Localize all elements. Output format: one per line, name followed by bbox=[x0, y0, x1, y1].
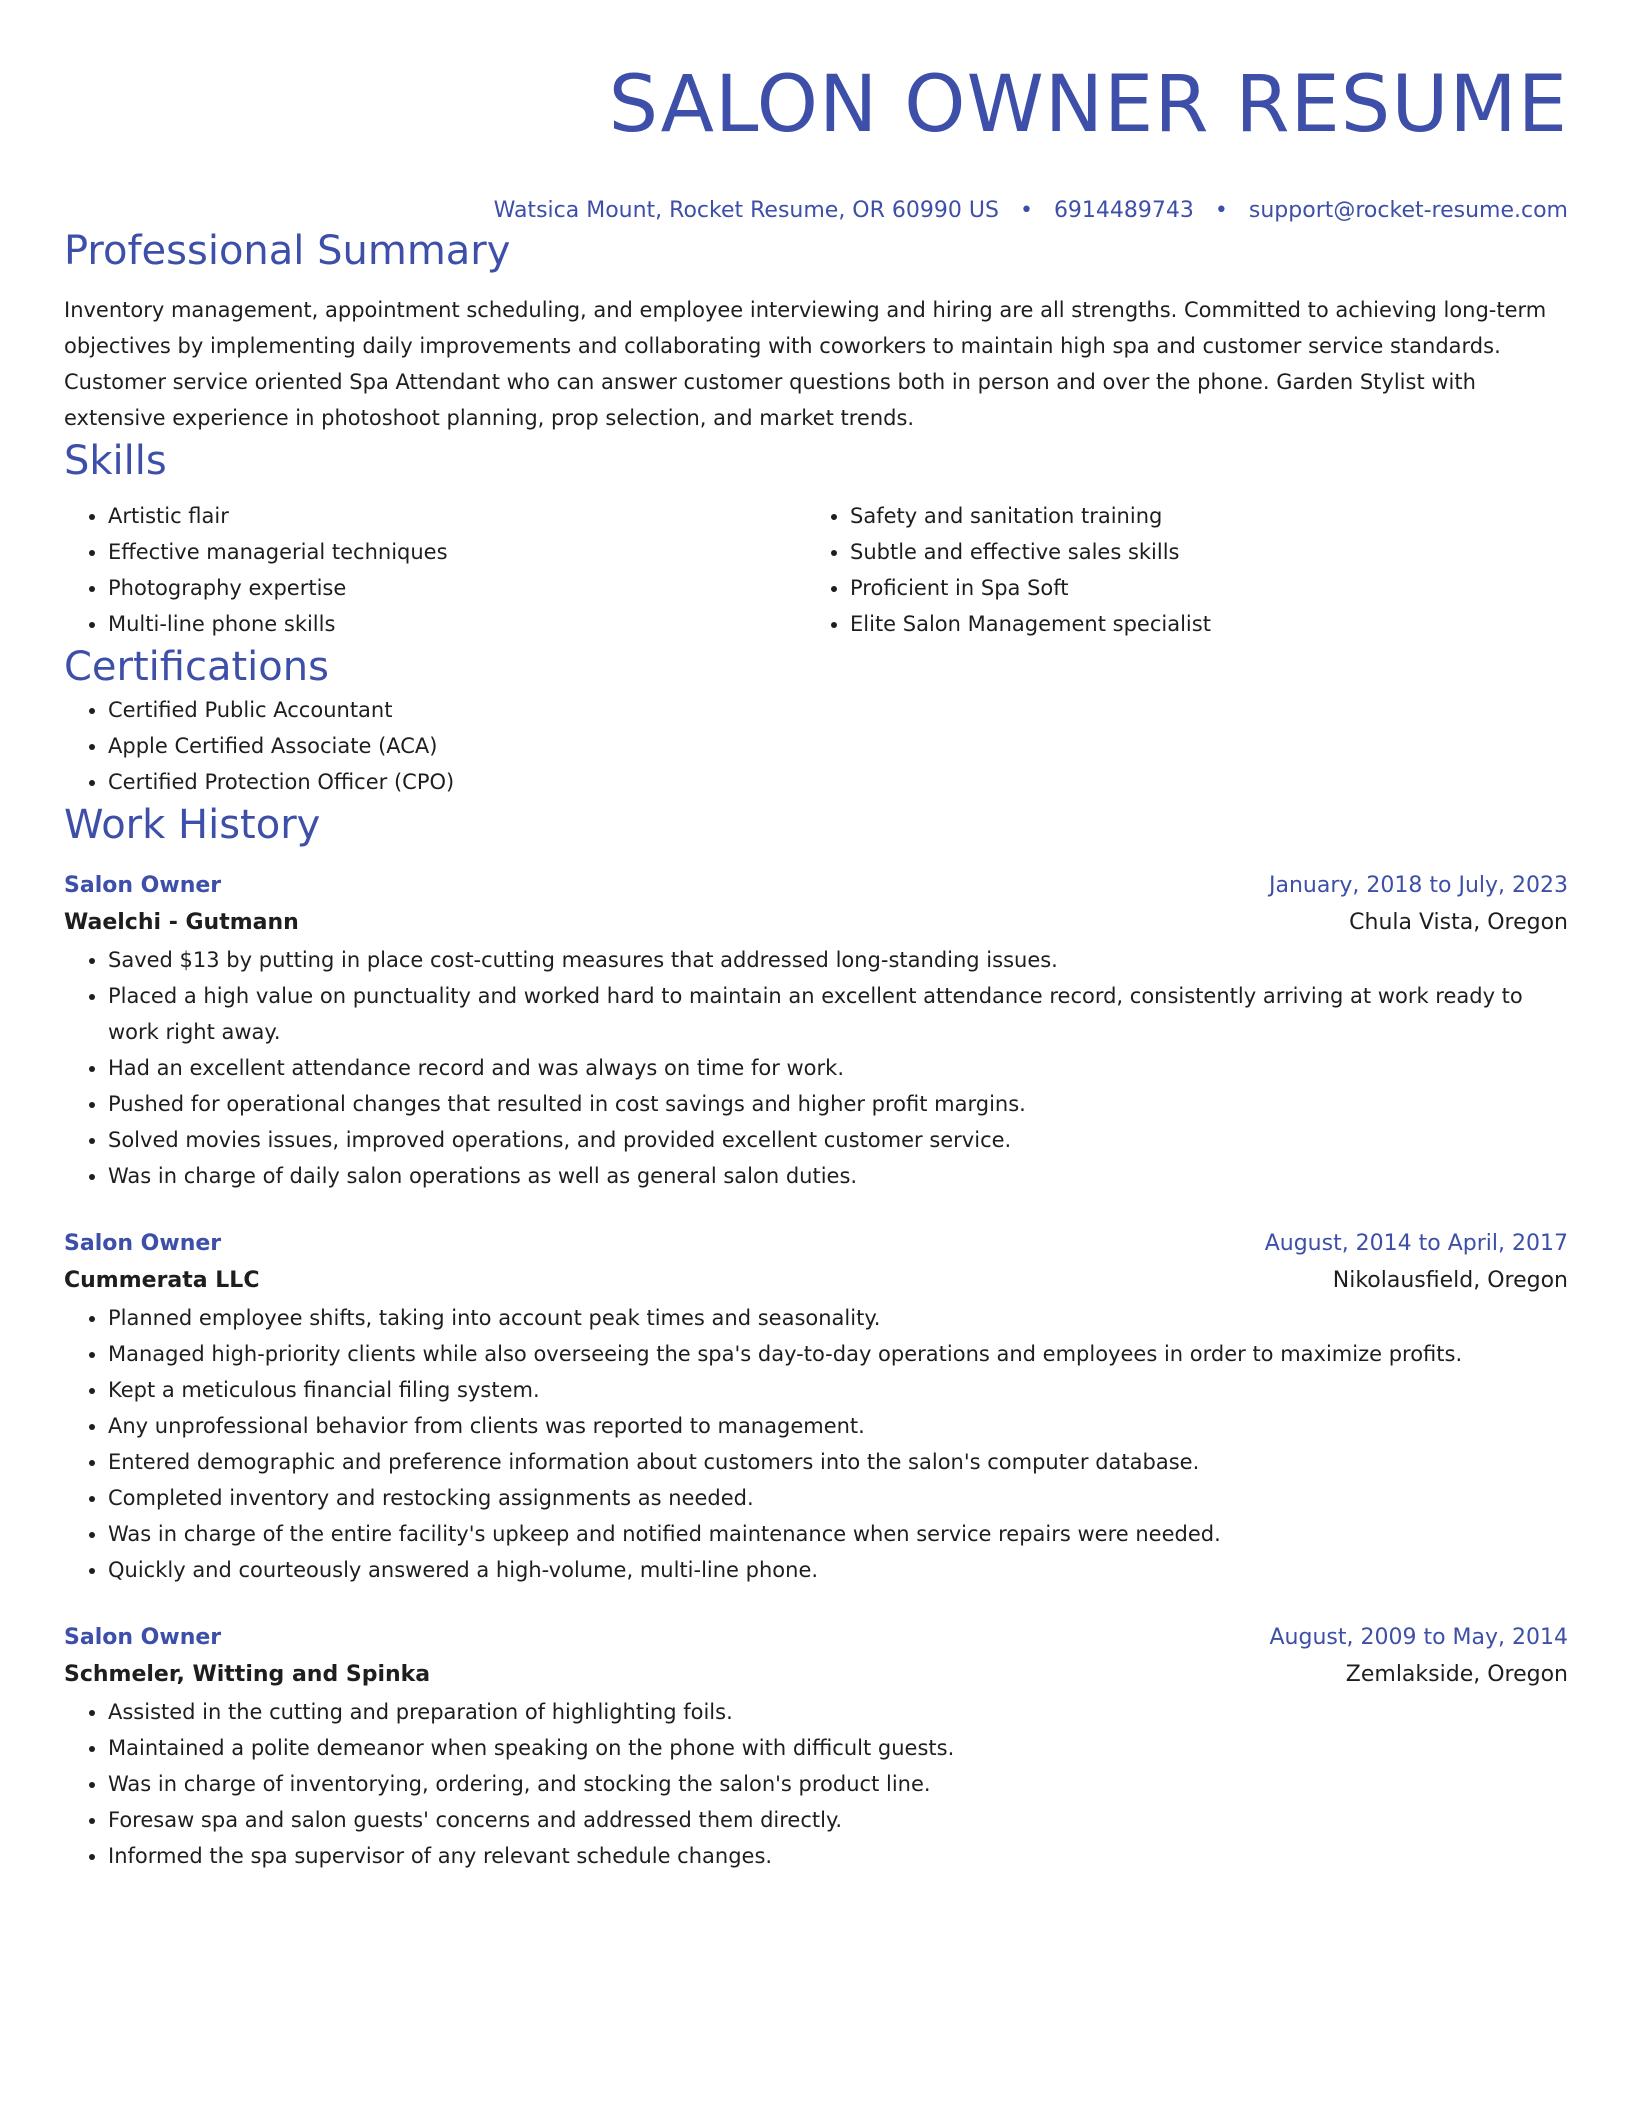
work-history-section bbox=[64, 800, 1568, 1874]
certifications-section bbox=[64, 642, 1568, 800]
job-title: Salon Owner bbox=[64, 1625, 222, 1650]
job-duty-item: • Was in charge of daily salon operations as well as general salon duties. bbox=[108, 1158, 1568, 1194]
job-dates: January, 2018 to July, 2023 bbox=[1269, 873, 1568, 898]
job-duties-list bbox=[64, 942, 1568, 1194]
job-duty-item: • Was in charge of inventorying, ordering, and stocking the salon's product line. bbox=[108, 1766, 1568, 1802]
job-duty-item: • Quickly and courteously answered a high-volume, multi-line phone. bbox=[108, 1552, 1568, 1588]
job-duty-item: • Completed inventory and restocking assignments as needed. bbox=[108, 1480, 1568, 1516]
skills-heading: Skills bbox=[64, 438, 167, 484]
job-duty-item: • Entered demographic and preference information about customers into the salon's computer database. bbox=[108, 1444, 1568, 1480]
certifications-list bbox=[64, 692, 1568, 800]
job-duty-item: • Assisted in the cutting and preparation of highlighting foils. bbox=[108, 1694, 1568, 1730]
contact-line bbox=[64, 196, 1568, 226]
summary-heading: Professional Summary bbox=[64, 228, 511, 274]
job-duty-item: • Saved $13 by putting in place cost-cutting measures that addressed long-standing issues. bbox=[108, 942, 1568, 978]
job-entry bbox=[64, 868, 1568, 1194]
skills-column-right bbox=[806, 498, 1548, 642]
certification-item: • Certified Protection Officer (CPO) bbox=[108, 764, 1568, 800]
job-employer-row bbox=[64, 904, 1568, 942]
job-duty-item: • Planned employee shifts, taking into account peak times and seasonality. bbox=[108, 1300, 1568, 1336]
skills-column-left bbox=[64, 498, 806, 642]
job-dates: August, 2014 to April, 2017 bbox=[1264, 1231, 1568, 1256]
certification-item: • Certified Public Accountant bbox=[108, 692, 1568, 728]
resume-title: SALON OWNER RESUME bbox=[608, 60, 1568, 150]
contact-email: support@rocket-resume.com bbox=[1248, 198, 1568, 223]
job-header-row bbox=[64, 1620, 1568, 1656]
certifications-heading: Certifications bbox=[64, 644, 329, 690]
job-duty-item: • Managed high-priority clients while also overseeing the spa's day-to-day operations and employees in order to maximize profits. bbox=[108, 1336, 1568, 1372]
contact-separator: • bbox=[1214, 198, 1228, 223]
job-duty-item: • Placed a high value on punctuality and worked hard to maintain an excellent attendance record, consistently arriving at work ready to work right away. bbox=[108, 978, 1568, 1050]
skill-item: • Elite Salon Management specialist bbox=[850, 606, 1548, 642]
job-location: Nikolausfield, Oregon bbox=[1332, 1268, 1568, 1293]
job-duty-item: • Maintained a polite demeanor when speaking on the phone with difficult guests. bbox=[108, 1730, 1568, 1766]
job-company: Waelchi - Gutmann bbox=[64, 910, 299, 935]
resume-page bbox=[64, 0, 1568, 1874]
skill-item: • Effective managerial techniques bbox=[108, 534, 806, 570]
job-location: Zemlakside, Oregon bbox=[1345, 1662, 1568, 1687]
contact-phone: 6914489743 bbox=[1053, 198, 1194, 223]
summary-paragraph: Inventory management, appointment scheduling, and employee interviewing and hiring are all strengths. Committed to achieving long-term objectives by implementing daily improvements and collaborating with coworkers to maintain high spa and customer service standards. Customer service oriented Spa Attendant who can answer customer questions both in person and over the phone. Garden Stylist with extensive experience in photoshoot planning, prop selection, and market trends. bbox=[64, 298, 1547, 430]
skill-item: • Photography expertise bbox=[108, 570, 806, 606]
job-company: Schmeler, Witting and Spinka bbox=[64, 1662, 431, 1687]
contact-address: Watsica Mount, Rocket Resume, OR 60990 US bbox=[493, 198, 999, 223]
job-header-row bbox=[64, 1226, 1568, 1262]
skill-item: • Proficient in Spa Soft bbox=[850, 570, 1548, 606]
skills-list-right bbox=[806, 498, 1548, 642]
job-entry bbox=[64, 1620, 1568, 1874]
job-duties-list bbox=[64, 1694, 1568, 1874]
job-duty-item: • Was in charge of the entire facility's upkeep and notified maintenance when service repairs were needed. bbox=[108, 1516, 1568, 1552]
job-title: Salon Owner bbox=[64, 873, 222, 898]
job-dates: August, 2009 to May, 2014 bbox=[1269, 1625, 1568, 1650]
job-duties-list bbox=[64, 1300, 1568, 1588]
skill-item: • Subtle and effective sales skills bbox=[850, 534, 1548, 570]
skills-list-left bbox=[64, 498, 806, 642]
skill-item: • Artistic flair bbox=[108, 498, 806, 534]
job-duty-item: • Kept a meticulous financial filing system. bbox=[108, 1372, 1568, 1408]
skills-section bbox=[64, 436, 1568, 642]
job-location: Chula Vista, Oregon bbox=[1349, 910, 1568, 935]
job-title: Salon Owner bbox=[64, 1231, 222, 1256]
job-entry bbox=[64, 1226, 1568, 1588]
job-employer-row bbox=[64, 1262, 1568, 1300]
job-employer-row bbox=[64, 1656, 1568, 1694]
job-duty-item: • Foresaw spa and salon guests' concerns and addressed them directly. bbox=[108, 1802, 1568, 1838]
job-duty-item: • Any unprofessional behavior from clients was reported to management. bbox=[108, 1408, 1568, 1444]
job-company: Cummerata LLC bbox=[64, 1268, 260, 1293]
skill-item: • Multi-line phone skills bbox=[108, 606, 806, 642]
summary-section bbox=[64, 226, 1568, 436]
job-header-row bbox=[64, 868, 1568, 904]
contact-separator: • bbox=[1019, 198, 1033, 223]
job-duty-item: • Had an excellent attendance record and was always on time for work. bbox=[108, 1050, 1568, 1086]
resume-header bbox=[64, 0, 1568, 226]
work-history-heading: Work History bbox=[64, 802, 321, 848]
certification-item: • Apple Certified Associate (ACA) bbox=[108, 728, 1568, 764]
skills-grid bbox=[64, 498, 1568, 642]
skill-item: • Safety and sanitation training bbox=[850, 498, 1548, 534]
job-duty-item: • Pushed for operational changes that resulted in cost savings and higher profit margins. bbox=[108, 1086, 1568, 1122]
job-duty-item: • Informed the spa supervisor of any relevant schedule changes. bbox=[108, 1838, 1568, 1874]
job-duty-item: • Solved movies issues, improved operations, and provided excellent customer service. bbox=[108, 1122, 1568, 1158]
